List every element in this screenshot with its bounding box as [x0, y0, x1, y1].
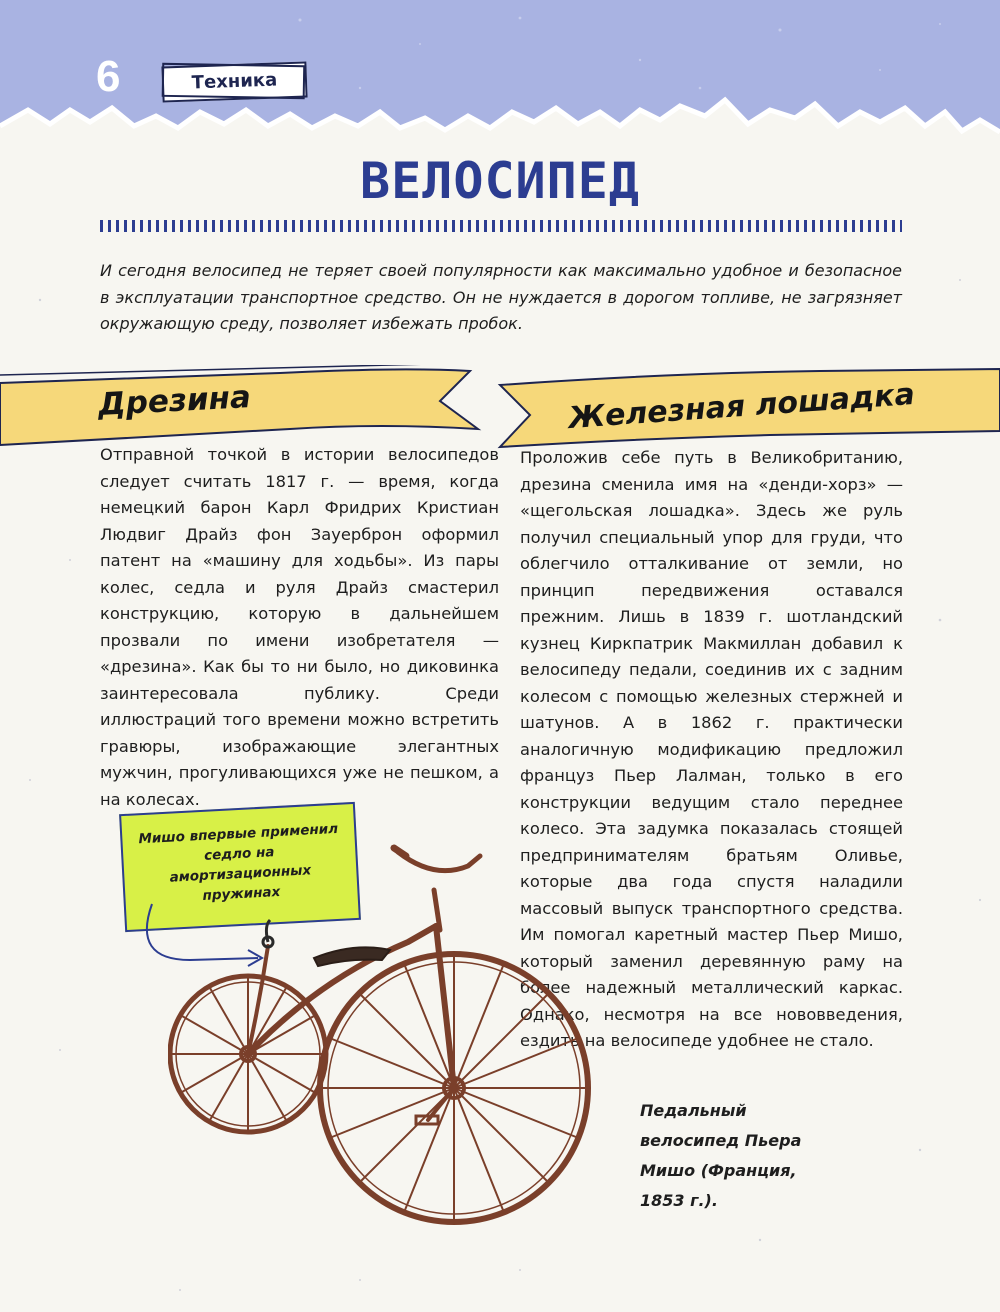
- page-number: 6: [96, 52, 122, 101]
- section-heading: Дрезина: [97, 379, 252, 423]
- callout-text: Мишо впервые применил седло на амортизационных пружинах: [138, 820, 339, 904]
- michaux-velocipede-illustration: [168, 830, 614, 1240]
- illustration-caption: Педальный велосипед Пьера Мишо (Франция, 1853 г.).: [640, 1101, 802, 1210]
- page-title: ВЕЛОСИПЕД: [360, 152, 640, 210]
- iron-horse-text: Проложив себе путь в Великобританию, дрезина сменила имя на «денди-хорз» — «щегольская лошадка». Здесь же руль получил специальный упор для груди, что облегчило отталкивание от земли, но принцип передвижения оставался прежним. Лишь в 1839 г. шотландский кузнец Киркпатрик Макмиллан добавил к велосипеду педали, соединив их с задним колесом с помощью железных стержней и шатунов. А в 1862 г. практически аналогичную модификацию предложил француз Пьер Лалман, только в его конструкции ведущим стало переднее колесо. Эта задумка показалась стоящей предпринимателям братьям Оливье, которые два года спустя наладили массовый выпуск транспортного средства. Им помогал каретный мастер Пьер Мишо, который заменил деревянную раму на более надежный металлический каркас. Однако, несмотря на все нововведения, ездить на велосипеде удобнее не стало.: [520, 448, 903, 1050]
- header-band: [0, 0, 1000, 150]
- intro-paragraph: И сегодня велосипед не теряет своей популярности как максимально удобное и безопасное в эксплуатации транспортное средство. Он не нуждается в дорогом топливе, не загрязняет окружающую среду, позволяет избежать пробок.: [100, 261, 902, 333]
- section-label: Техника: [191, 69, 278, 94]
- section-label-badge: [161, 61, 307, 102]
- draisine-text: Отправной точкой в истории велосипедов следует считать 1817 г. — время, когда немецкий барон Карл Фридрих Кристиан Людвиг Драйз фон Зауерброн оформил патент на «машину для ходьбы». Из пары колес, седла и руля Драйз смастерил конструкцию, которую в дальнейшем прозвали по имени изобретателя — «дрезина». Как бы то ни было, но диковинка заинтересовала публику. Среди иллюстраций того времени можно встретить гравюры, изображающие элегантных мужчин, прогуливающихся уже не пешком, а на колесах.: [100, 445, 499, 809]
- section-heading: Железная лошадка: [567, 376, 916, 437]
- title-divider: [100, 218, 902, 234]
